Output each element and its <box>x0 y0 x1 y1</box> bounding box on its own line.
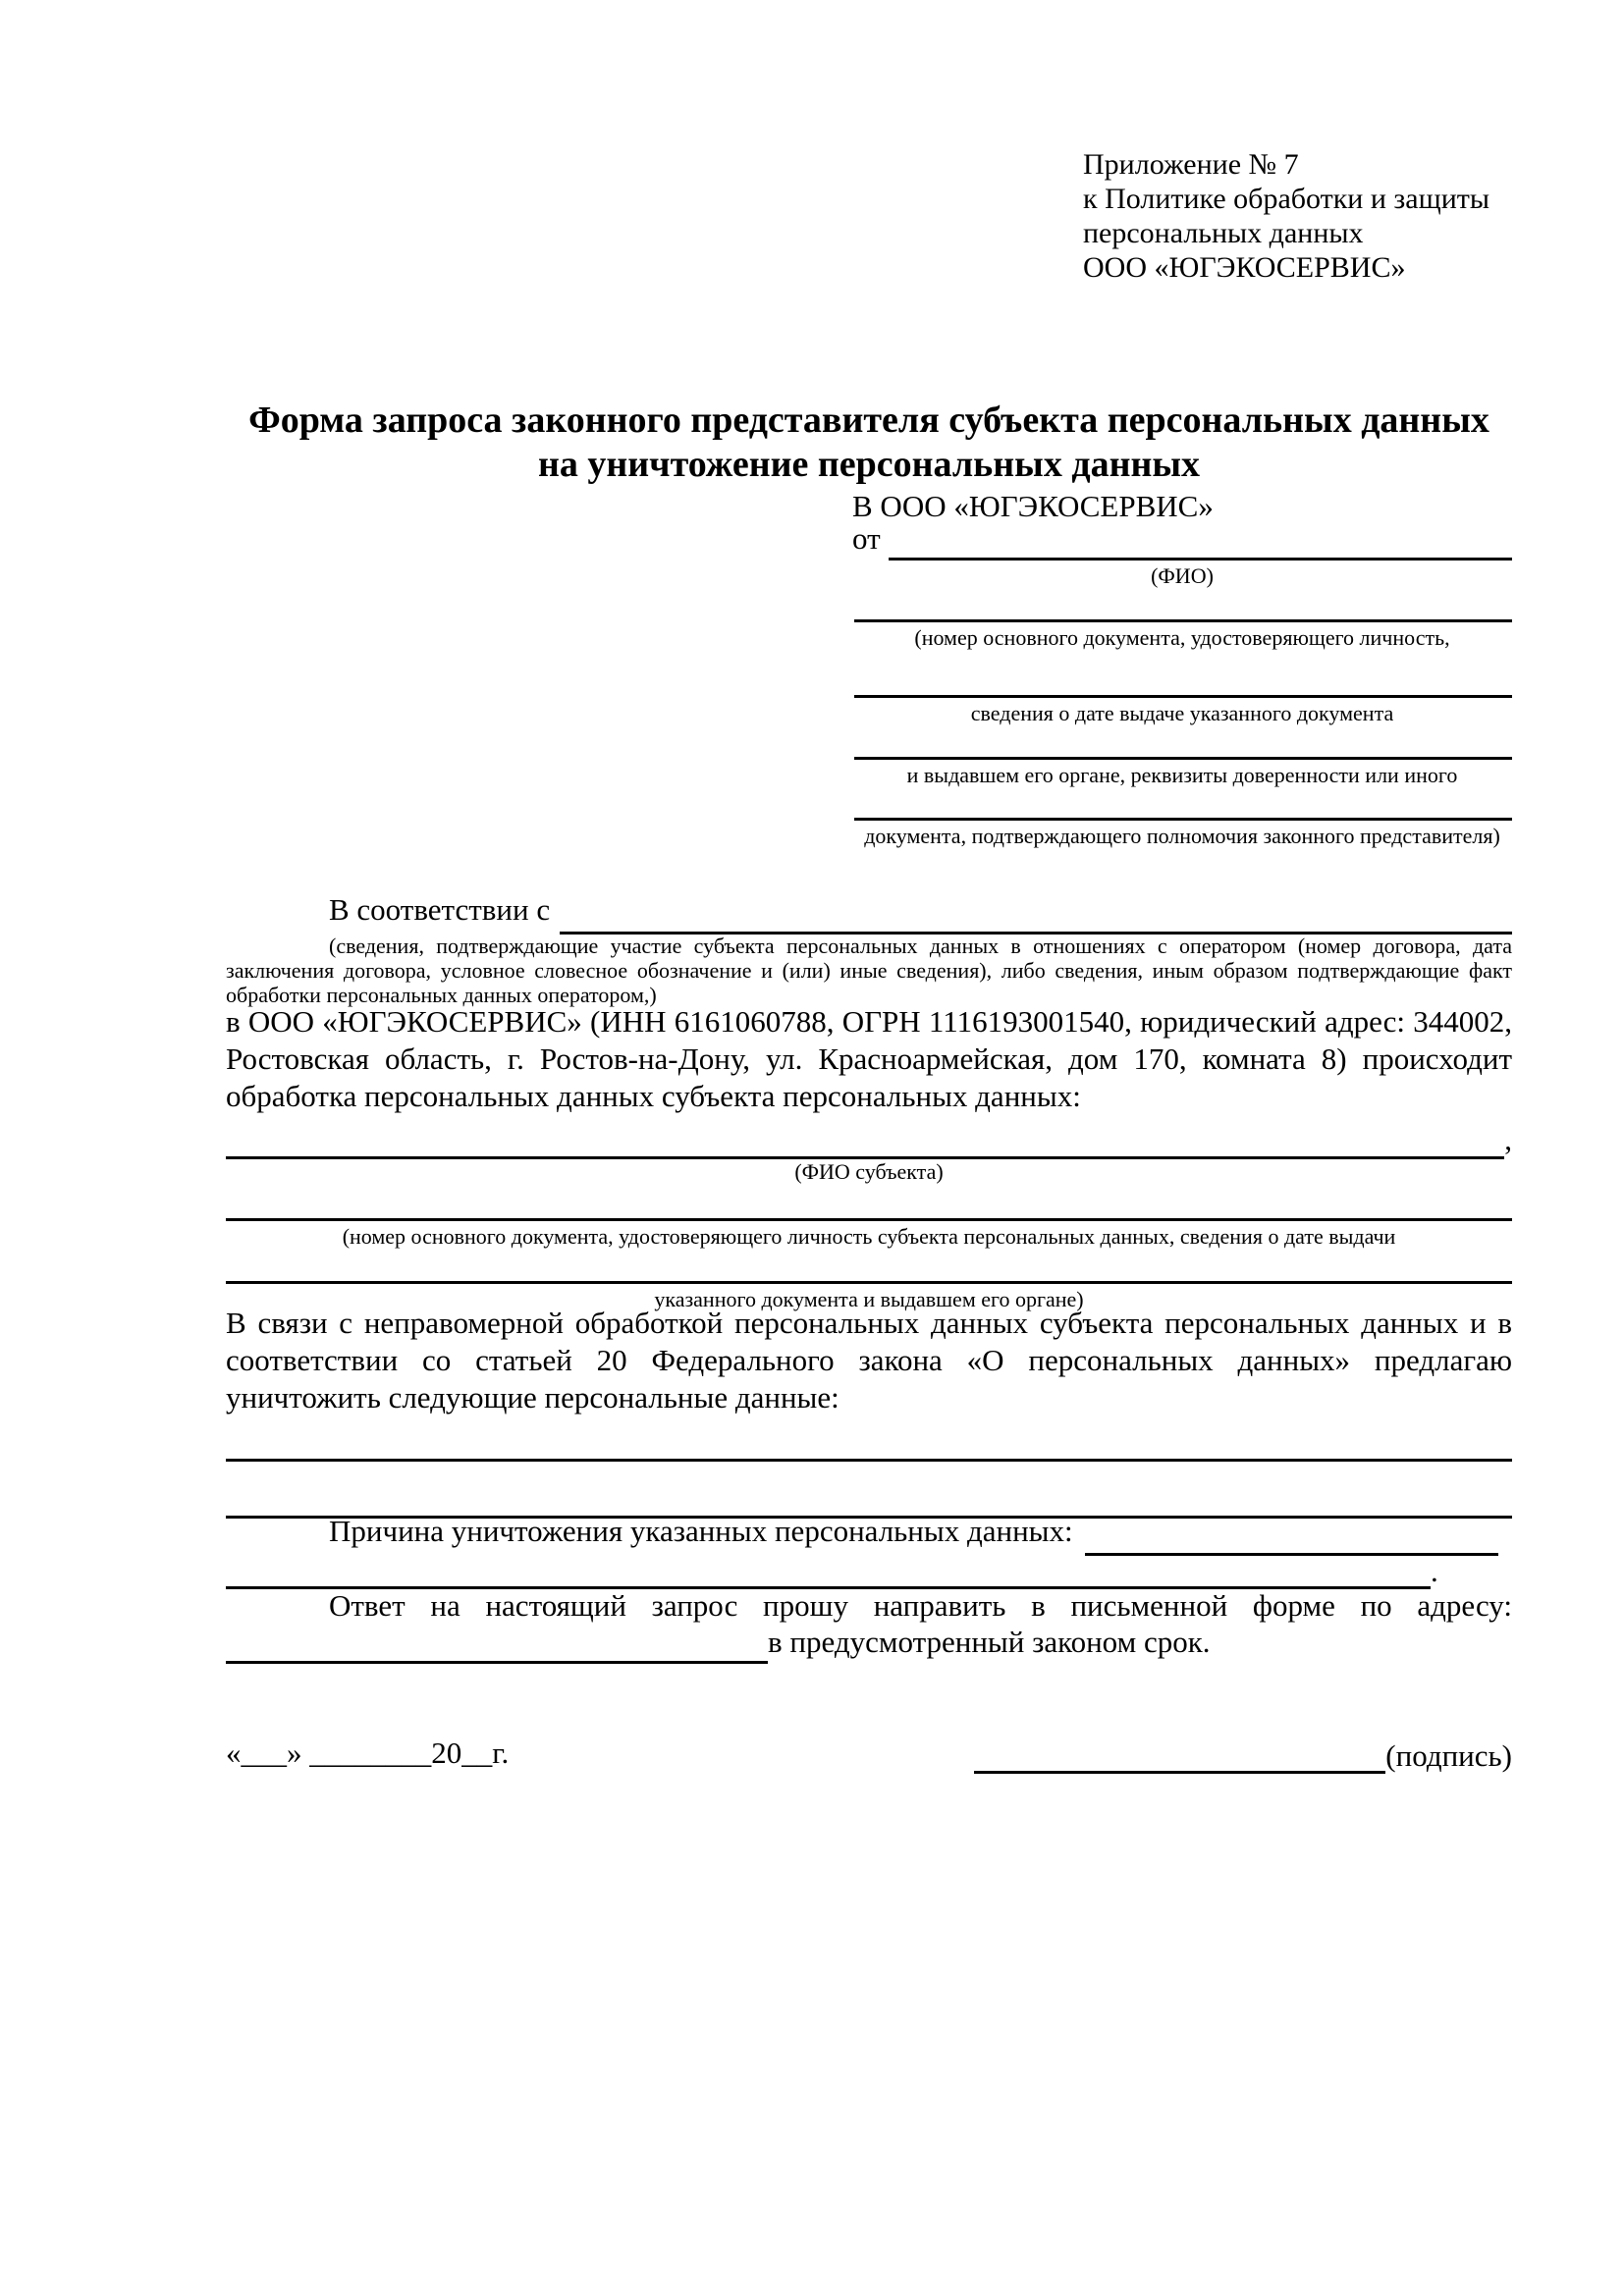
reason-period: . <box>1431 1554 1438 1588</box>
document-title-line1: Форма запроса законного представителя субъекта персональных данных <box>248 400 1489 441</box>
subject-doc-caption-2: указанного документа и выдавшем его органе) <box>654 1287 1084 1311</box>
fio-caption: (ФИО) <box>1151 563 1214 588</box>
blank-line-subject-doc <box>226 1218 1512 1221</box>
accordance-note: (сведения, подтверждающие участие субъекта персональных данных в отношениях с оператором (номер договора, дата заключения договора, условное словесное обозначение и (или) иные сведения), либо сведения, иным образом подтверждающие факт обработки персональных данных оператором,) <box>226 934 1512 1007</box>
doc-caption-1: (номер основного документа, удостоверяющего личность, <box>914 625 1450 650</box>
addressee-to: В ООО «ЮГЭКОСЕРВИС» <box>852 489 1214 523</box>
accordance-row <box>226 888 1512 932</box>
doc-caption-2: сведения о дате выдаче указанного документа <box>970 701 1394 725</box>
appendix-header-line: персональных данных <box>1083 217 1364 249</box>
doc-caption-3: и выдавшем его органе, реквизиты доверенности или иного <box>906 763 1458 787</box>
addressee-from-row <box>852 520 1512 558</box>
blank-line-doc-issue-date <box>854 695 1512 698</box>
appendix-header <box>1083 147 1489 285</box>
blank-line-reason-2 <box>226 1557 1431 1589</box>
answer-tail: в предусмотренный законом срок. <box>768 1625 1211 1659</box>
subject-comma: , <box>1504 1122 1512 1156</box>
document-title-line2: на уничтожение персональных данных <box>537 444 1201 485</box>
blank-line-doc-power <box>854 818 1512 821</box>
blank-line-doc-authority <box>854 757 1512 760</box>
blank-line-data-1 <box>226 1459 1512 1462</box>
reason-lead: Причина уничтожения указанных персональных данных: <box>329 1514 1073 1548</box>
blank-line-reason-1 <box>1085 1510 1498 1556</box>
blank-line-subject-name <box>226 1123 1504 1159</box>
blank-line-doc-number <box>854 619 1512 622</box>
from-label: от <box>852 521 881 556</box>
request-paragraph: В связи с неправомерной обработкой персональных данных субъекта персональных данных и в соответствии со статьей 20 Федерального закона «О персональных данных» предлагаю уничтожить следующие персональные данные: <box>226 1306 1512 1415</box>
operator-paragraph: в ООО «ЮГЭКОСЕРВИС» (ИНН 6161060788, ОГРН 1116193001540, юридический адрес: 344002, Ростовская область, г. Ростов-на-Дону, ул. Красноармейская, дом 170, комната 8) происходит обработка персональных данных субъекта персональных данных: <box>226 1004 1512 1113</box>
answer-tail-row <box>226 1624 1211 1661</box>
date-template: «___» ________20__г. <box>226 1735 510 1770</box>
document-title <box>226 399 1512 487</box>
appendix-header-line: к Политике обработки и защиты <box>1083 183 1490 215</box>
subject-fio-caption: (ФИО субъекта) <box>794 1159 944 1184</box>
doc-caption-4: документа, подтверждающего полномочия законного представителя) <box>864 824 1500 848</box>
blank-line-signature <box>974 1730 1385 1774</box>
blank-line-representative-name <box>889 520 1512 561</box>
reason-line2-row <box>226 1554 1438 1588</box>
subject-name-row <box>226 1123 1512 1156</box>
blank-line-address <box>226 1624 768 1664</box>
signature-group <box>974 1733 1512 1774</box>
blank-line-accordance <box>560 888 1512 934</box>
signature-caption: (подпись) <box>1385 1738 1512 1773</box>
blank-line-subject-doc-authority <box>226 1281 1512 1284</box>
footer-row <box>226 1733 1512 1774</box>
subject-doc-caption-1: (номер основного документа, удостоверяющего личность субъекта персональных данных, сведения о дате выдачи <box>342 1224 1396 1249</box>
accordance-lead: В соответствии с <box>329 892 551 927</box>
appendix-header-line: ООО «ЮГЭКОСЕРВИС» <box>1083 251 1406 284</box>
reason-row <box>226 1510 1498 1553</box>
appendix-header-line: Приложение № 7 <box>1083 148 1299 181</box>
answer-sentence: Ответ на настоящий запрос прошу направить в письменной форме по адресу: <box>329 1588 1512 1623</box>
